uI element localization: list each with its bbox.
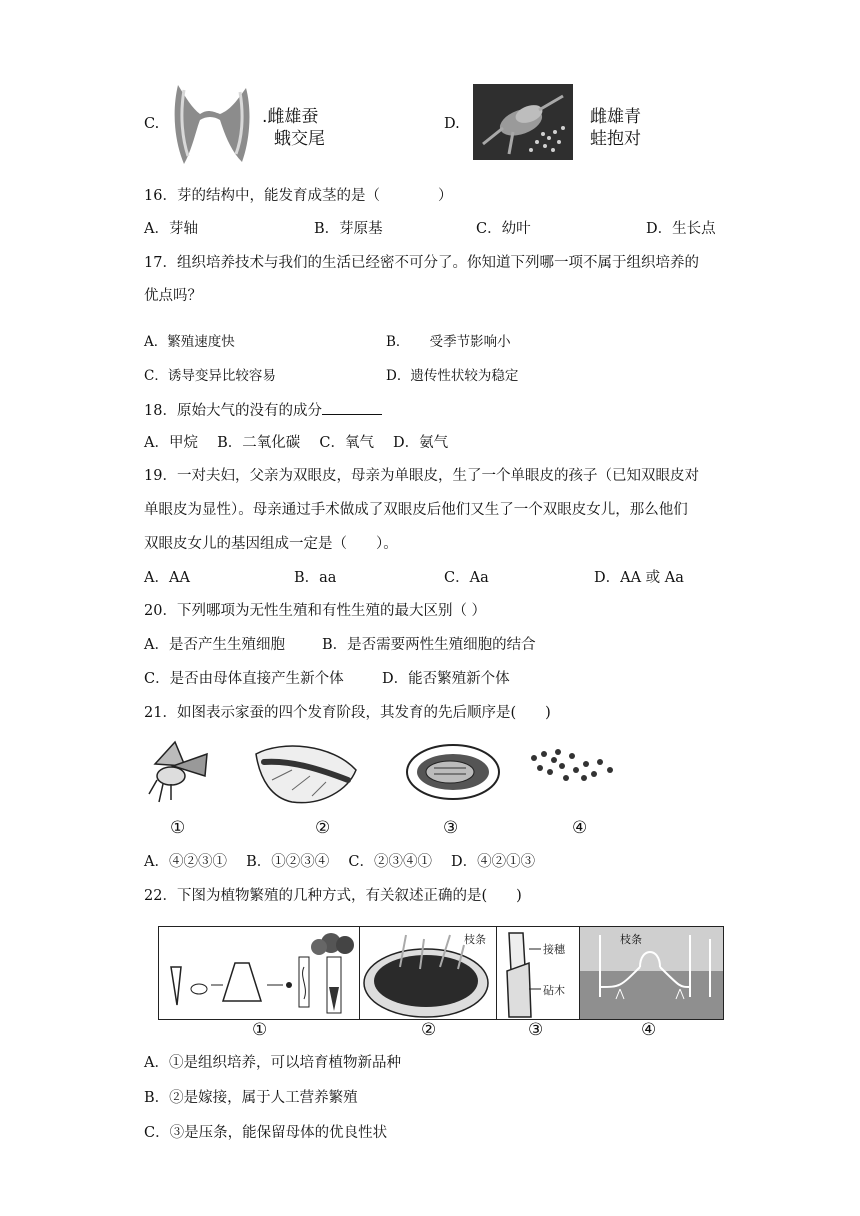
cutting-branch-label: 枝条 xyxy=(464,933,486,946)
q18-stem xyxy=(144,400,382,421)
q17-stem-line2: 优点吗？ xyxy=(144,288,202,304)
q15-option-c-caption-1: .雌雄蚕 xyxy=(262,107,319,127)
q22-figure-label-1: ① xyxy=(252,1020,268,1040)
q16-option-c: C．幼叶 xyxy=(476,221,531,237)
tissue-culture-panel xyxy=(159,927,360,1019)
q15-option-d-letter: D. xyxy=(444,116,460,132)
q16-option-d: D．生长点 xyxy=(646,221,716,237)
q22-stem: 22．下图为植物繁殖的几种方式，有关叙述正确的是( ) xyxy=(144,888,522,904)
q20-option-b: B．是否需要两性生殖细胞的结合 xyxy=(322,637,536,653)
silkworm-stage-pupa-image xyxy=(404,742,502,802)
q21-stem: 21．如图表示家蚕的四个发育阶段，其发育的先后顺序是( ) xyxy=(144,705,551,721)
frog-amplexus-image xyxy=(473,84,573,160)
q19-stem-line2: 单眼皮为显性）。母亲通过手术做成了双眼皮后他们又生了一个双眼皮女儿，那么他们 xyxy=(144,502,688,518)
q21-figure-label-1: ① xyxy=(170,818,186,838)
layering-branch-label: 枝条 xyxy=(620,933,642,946)
layering-panel xyxy=(580,927,723,1019)
q22-option-c: C．③是压条，能保留母体的优良性状 xyxy=(144,1125,388,1141)
q22-figure-label-2: ② xyxy=(421,1020,437,1040)
silkmoth-mating-image xyxy=(170,80,255,168)
q19-option-c: C．Aa xyxy=(444,570,489,586)
q22-figure-label-4: ④ xyxy=(641,1020,657,1040)
q15-option-d-caption-1: 雌雄青 xyxy=(590,107,641,127)
q20-option-c: C．是否由母体直接产生新个体 xyxy=(144,671,344,687)
q16-option-a: A．芽轴 xyxy=(144,221,198,237)
cutting-panel xyxy=(360,927,497,1019)
q17-stem-line1: 17．组织培养技术与我们的生活已经密不可分了。你知道下列哪一项不属于组织培养的 xyxy=(144,255,699,271)
q21-figure-label-3: ③ xyxy=(443,818,459,838)
plant-propagation-figure xyxy=(158,926,724,1020)
q17-option-d: D．遗传性状较为稳定 xyxy=(386,368,519,384)
q21-figure-label-4: ④ xyxy=(572,818,588,838)
q15-option-c-caption-2: 蛾交尾 xyxy=(274,129,325,149)
q21-options: A．④②③① B．①②③④ C．②③④① D．④②①③ xyxy=(144,854,536,870)
q18-options: A．甲烷 B．二氧化碳 C．氧气 D．氨气 xyxy=(144,435,449,451)
q20-stem: 20．下列哪项为无性生殖和有性生殖的最大区别（ ） xyxy=(144,603,487,619)
q22-figure-label-3: ③ xyxy=(528,1020,544,1040)
q19-stem-line1: 19．一对夫妇，父亲为双眼皮，母亲为单眼皮，生了一个单眼皮的孩子（已知双眼皮对 xyxy=(144,468,699,484)
q19-stem-line3: 双眼皮女儿的基因组成一定是（ ）。 xyxy=(144,536,398,552)
rootstock-label: 砧木 xyxy=(543,984,565,997)
q19-option-b: B．aa xyxy=(294,570,337,586)
q17-option-c: C．诱导变异比较容易 xyxy=(144,368,276,384)
q22-option-a: A．①是组织培养，可以培育植物新品种 xyxy=(144,1055,401,1071)
q15-option-d-caption-2: 蛙抱对 xyxy=(590,129,641,149)
q21-figure-label-2: ② xyxy=(315,818,331,838)
q22-option-b: B．②是嫁接，属于人工营养繁殖 xyxy=(144,1090,358,1106)
q17-option-a: A．繁殖速度快 xyxy=(144,334,235,350)
q15-option-c-letter: C. xyxy=(144,116,160,132)
silkworm-stage-moth-image xyxy=(145,736,217,808)
q19-option-a: A．AA xyxy=(144,570,190,586)
q19-option-d: D．AA 或 Aa xyxy=(594,570,684,586)
q20-option-d: D．能否繁殖新个体 xyxy=(382,671,510,687)
q17-option-b: B． 受季节影响小 xyxy=(386,334,511,350)
q16-stem: 16．芽的结构中，能发育成茎的是（ ） xyxy=(144,188,453,204)
q20-option-a: A．是否产生生殖细胞 xyxy=(144,637,285,653)
q16-option-b: B．芽原基 xyxy=(314,221,383,237)
silkworm-stage-eggs-image xyxy=(528,746,618,786)
q18-stem-text: 18．原始大气的没有的成分 xyxy=(144,403,322,419)
silkworm-stage-larva-image xyxy=(252,740,360,808)
q18-answer-blank xyxy=(322,400,382,415)
grafting-panel xyxy=(497,927,580,1019)
scion-label: 接穗 xyxy=(543,943,565,956)
